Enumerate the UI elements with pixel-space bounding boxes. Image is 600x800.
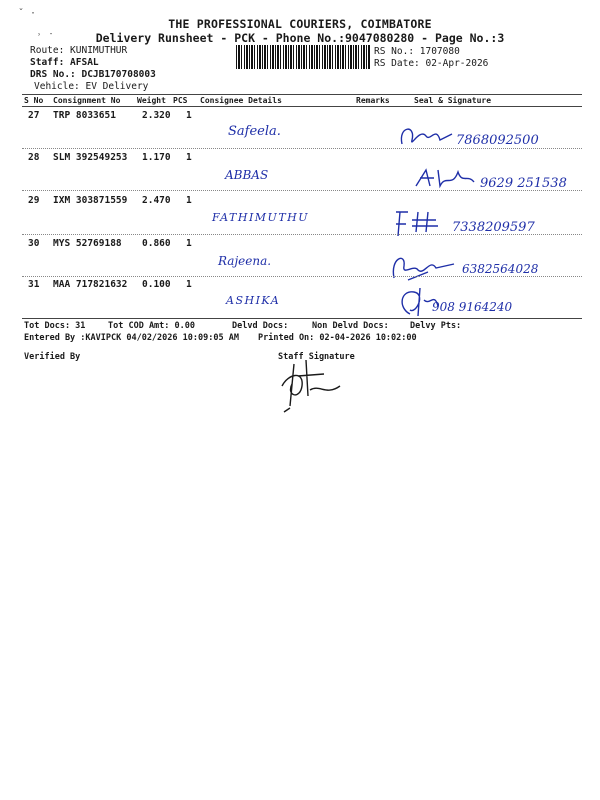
delivered-docs: Delvd Docs: xyxy=(232,321,289,331)
consignee-handwriting: ABBAS xyxy=(225,168,269,182)
staff-signature-label: Staff Signature xyxy=(278,352,355,362)
row-weight: 2.320 xyxy=(142,110,171,121)
col-pcs: PCS xyxy=(173,96,188,105)
consignee-handwriting: ASHIKA xyxy=(226,294,281,307)
drs-label: DRS No.: DCJB170708003 xyxy=(30,69,156,80)
consignee-handwriting: Safeela. xyxy=(228,124,281,139)
delivery-points: Delvy Pts: xyxy=(410,321,462,331)
rs-no-label: RS No.: 1707080 xyxy=(374,46,460,57)
col-seal: Seal & Signature xyxy=(414,96,492,105)
row-consignment: SLM 392549253 xyxy=(53,152,128,163)
document-subtitle: Delivery Runsheet - PCK - Phone No.:9047080280 - Page No.:3 xyxy=(95,31,505,45)
col-weight: Weight xyxy=(137,96,166,105)
total-docs: Tot Docs: 31 xyxy=(24,321,86,331)
col-consignment: Consignment No xyxy=(53,96,121,105)
row-consignment: MAA 717821632 xyxy=(53,279,128,290)
row-pcs: 1 xyxy=(186,238,192,249)
vehicle-label: Vehicle: EV Delivery xyxy=(34,81,149,92)
row-pcs: 1 xyxy=(186,279,192,290)
row-sno: 29 xyxy=(28,195,40,206)
verified-by-label: Verified By xyxy=(24,352,81,362)
seal-phone-handwriting: 7338209597 xyxy=(452,220,535,235)
document-title: THE PROFESSIONAL COURIERS, COIMBATORE xyxy=(168,17,432,31)
signature-scribble xyxy=(388,250,458,284)
table-top-rule xyxy=(22,94,582,95)
row-weight: 1.170 xyxy=(142,152,171,163)
seal-phone-handwriting: 9629 251538 xyxy=(480,176,567,191)
seal-phone-handwriting: 908 9164240 xyxy=(432,300,513,314)
table-bottom-rule xyxy=(22,318,582,319)
signature-scribble xyxy=(412,164,478,192)
row-sno: 27 xyxy=(28,110,40,121)
corner-mark: ˇ · xyxy=(18,8,37,19)
row-rule xyxy=(22,190,582,191)
staff-label: Staff: AFSAL xyxy=(30,57,99,68)
table-header-rule xyxy=(22,106,582,107)
staff-signature-scribble xyxy=(280,356,350,416)
row-weight: 2.470 xyxy=(142,195,171,206)
corner-mark-2: ˒ ˑ xyxy=(36,30,55,41)
signature-scribble xyxy=(392,208,452,240)
consignee-handwriting: Rajeena. xyxy=(218,254,272,268)
col-consignee: Consignee Details xyxy=(200,96,282,105)
row-rule xyxy=(22,148,582,149)
col-sno: S No xyxy=(24,96,44,105)
rs-date-label: RS Date: 02-Apr-2026 xyxy=(374,58,489,69)
total-cod-amount: Tot COD Amt: 0.00 xyxy=(108,321,195,331)
row-sno: 30 xyxy=(28,238,40,249)
row-weight: 0.100 xyxy=(142,279,171,290)
route-label: Route: KUNIMUTHUR xyxy=(30,45,128,56)
row-rule xyxy=(22,276,582,277)
row-consignment: IXM 303871559 xyxy=(53,195,128,206)
row-rule xyxy=(22,234,582,235)
row-sno: 31 xyxy=(28,279,40,290)
printed-on: Printed On: 02-04-2026 10:02:00 xyxy=(258,333,417,343)
row-consignment: MYS 52769188 xyxy=(53,238,122,249)
non-delivered-docs: Non Delvd Docs: xyxy=(312,321,389,331)
consignee-handwriting: FATHIMUTHU xyxy=(212,211,310,224)
row-sno: 28 xyxy=(28,152,40,163)
signature-scribble xyxy=(396,286,440,318)
row-weight: 0.860 xyxy=(142,238,171,249)
seal-phone-handwriting: 7868092500 xyxy=(456,133,539,148)
row-consignment: TRP 8033651 xyxy=(53,110,116,121)
row-pcs: 1 xyxy=(186,110,192,121)
seal-phone-handwriting: 6382564028 xyxy=(462,262,539,276)
col-remarks: Remarks xyxy=(356,96,390,105)
row-pcs: 1 xyxy=(186,195,192,206)
entered-by: Entered By :KAVIPCK 04/02/2026 10:09:05 AM xyxy=(24,333,239,343)
barcode xyxy=(236,45,370,69)
row-pcs: 1 xyxy=(186,152,192,163)
